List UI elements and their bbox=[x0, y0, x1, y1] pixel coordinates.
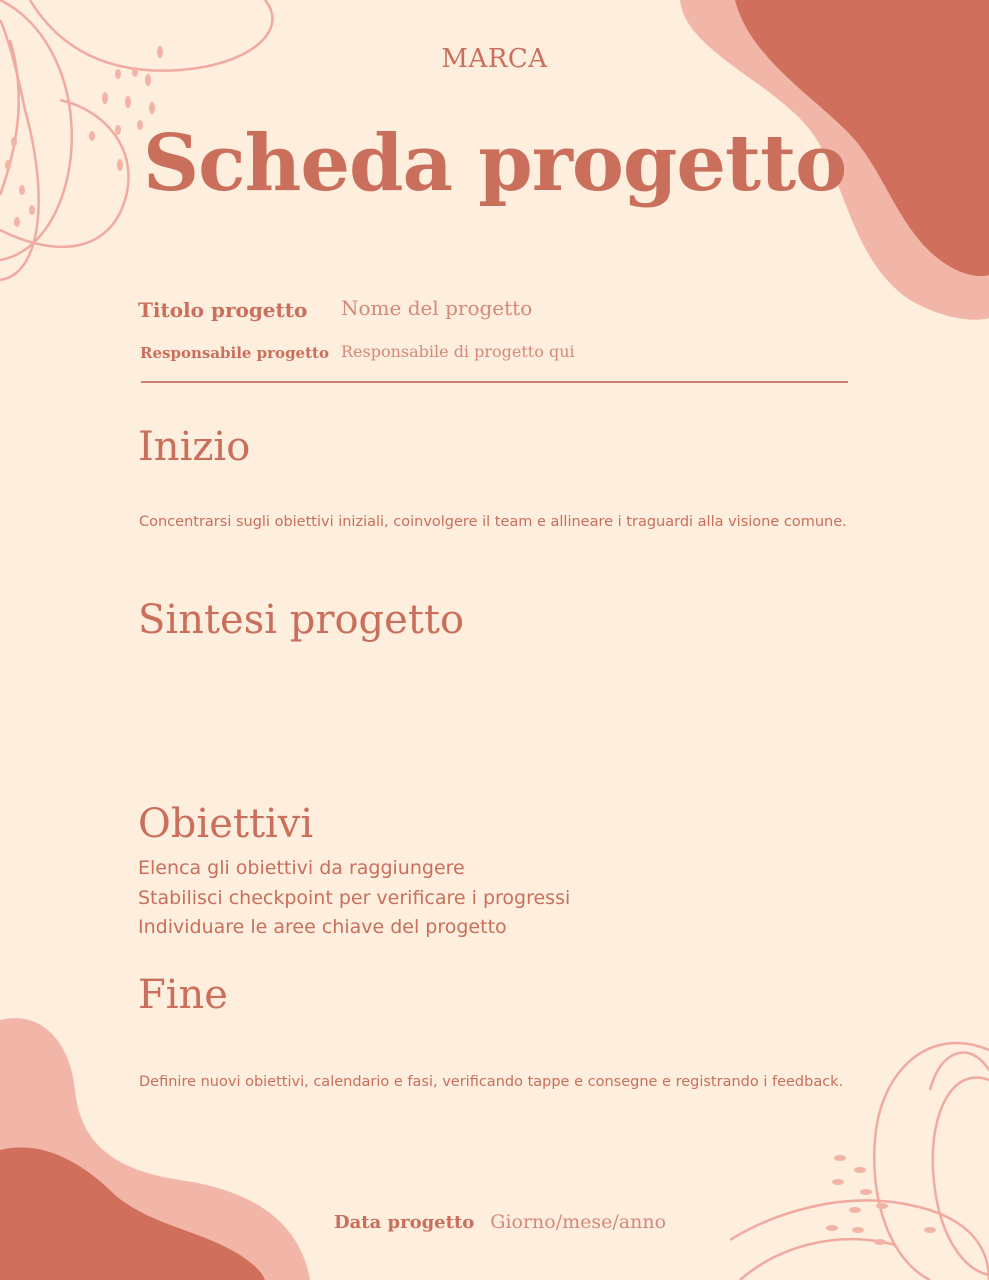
list-item[interactable]: Elenca gli obiettivi da raggiungere bbox=[138, 857, 465, 879]
section-text-inizio[interactable]: Concentrarsi sugli obiettivi iniziali, coinvolgere il team e allineare i traguardi alla visione comune. bbox=[139, 514, 847, 530]
project-manager-label: Responsabile progetto bbox=[140, 344, 329, 362]
section-heading-inizio: Inizio bbox=[138, 424, 251, 470]
brand-name: MARCA bbox=[441, 44, 548, 74]
project-title-value[interactable]: Nome del progetto bbox=[341, 296, 533, 320]
project-title-label: Titolo progetto bbox=[138, 298, 308, 322]
objectives-list bbox=[138, 854, 570, 943]
project-date-label: Data progetto bbox=[334, 1212, 475, 1233]
bottom-left-blob bbox=[0, 1010, 320, 1280]
bottom-right-line-art bbox=[730, 1030, 989, 1280]
project-manager-value[interactable]: Responsabile di progetto qui bbox=[341, 342, 575, 361]
section-heading-fine: Fine bbox=[138, 972, 228, 1018]
list-item[interactable]: Individuare le aree chiave del progetto bbox=[138, 916, 507, 938]
section-heading-sintesi: Sintesi progetto bbox=[138, 597, 465, 643]
project-date-row bbox=[334, 1211, 666, 1233]
list-item[interactable]: Stabilisci checkpoint per verificare i progressi bbox=[138, 886, 571, 909]
section-heading-obiettivi: Obiettivi bbox=[138, 801, 314, 847]
section-text-fine[interactable]: Definire nuovi obiettivi, calendario e fasi, verificando tappe e consegne e registrando i feedback. bbox=[139, 1074, 844, 1090]
divider bbox=[141, 381, 848, 383]
page-title: Scheda progetto bbox=[142, 118, 847, 209]
project-date-value[interactable]: Giorno/mese/anno bbox=[490, 1211, 667, 1233]
